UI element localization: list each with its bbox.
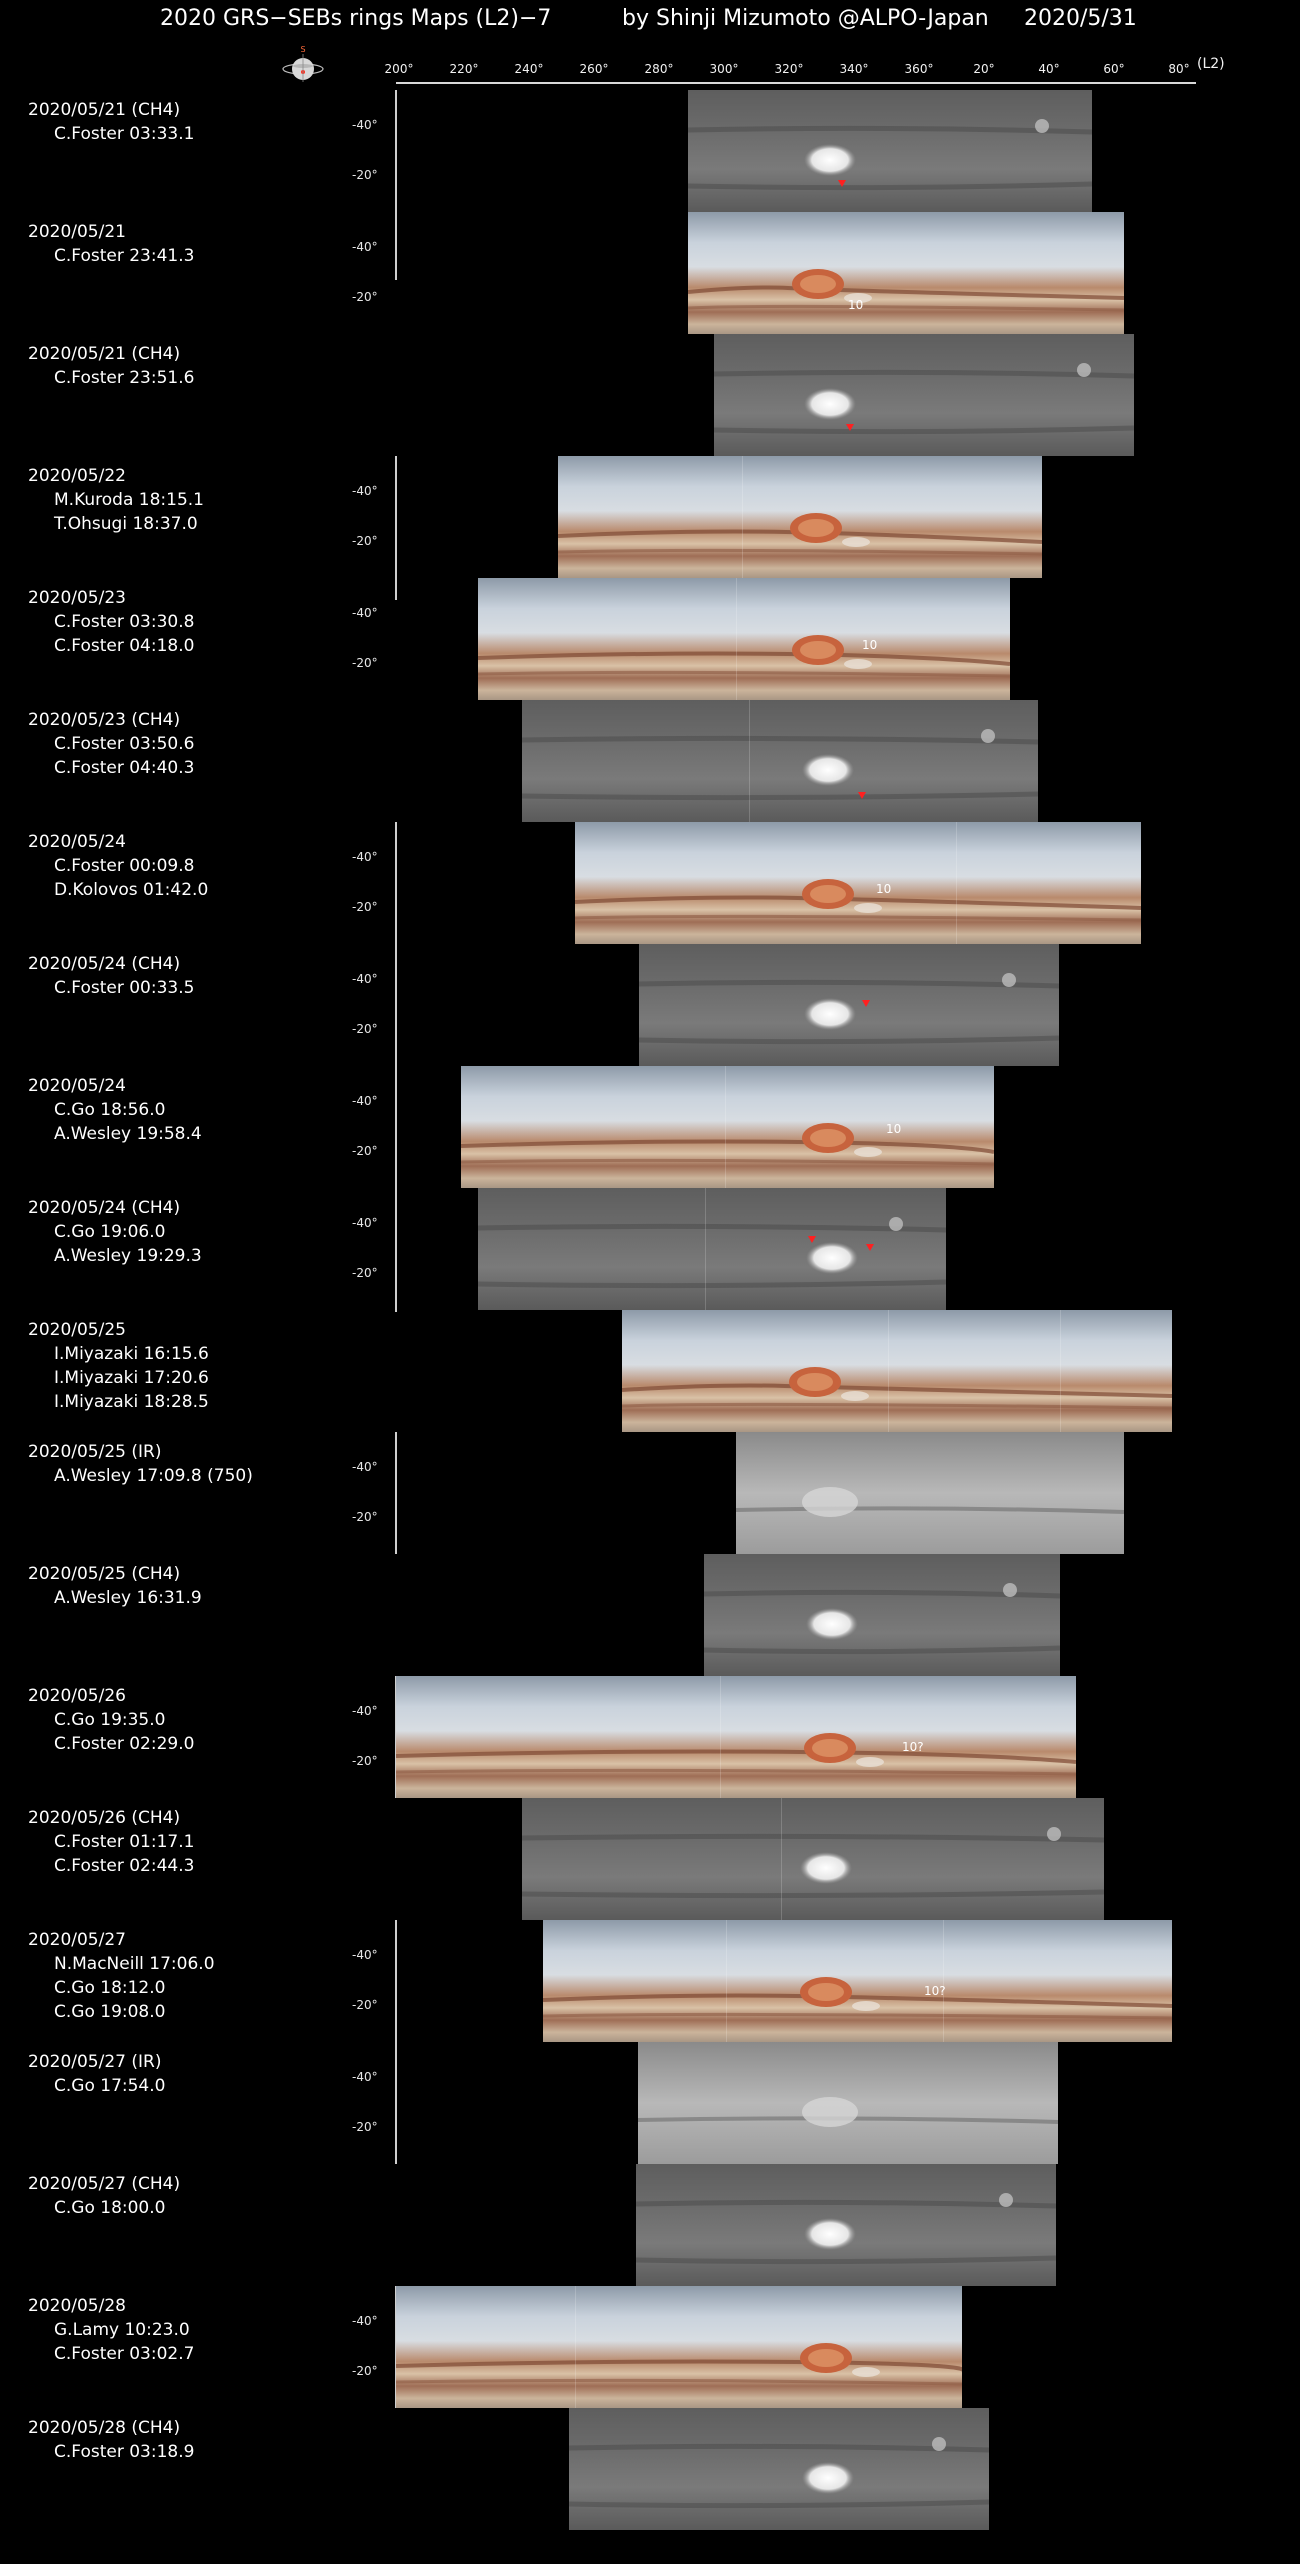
latitude-label: -40° <box>352 118 378 132</box>
observation-row <box>0 334 1300 456</box>
observation-row <box>0 1920 1300 2042</box>
mosaic-seam <box>888 1310 889 1432</box>
observer-entry: C.Foster 03:30.8 <box>54 612 195 632</box>
latitude-label: -20° <box>352 2364 378 2378</box>
observer-entry: C.Foster 03:33.1 <box>54 124 195 144</box>
longitude-tick: 60° <box>1103 62 1125 76</box>
latitude-label: -40° <box>352 484 378 498</box>
observation-label <box>28 1684 194 1756</box>
observation-row <box>0 1066 1300 1188</box>
ir-map-strip <box>736 1432 1124 1554</box>
red-marker-icon <box>858 792 866 799</box>
ch4-map-strip <box>639 944 1059 1066</box>
page-title: 2020 GRS−SEBs rings Maps (L2)−7 <box>160 6 552 31</box>
observation-date: 2020/05/24 <box>28 1076 126 1096</box>
latitude-label: -20° <box>352 290 378 304</box>
mosaic-seam <box>943 1920 944 2042</box>
observation-date: 2020/05/27 <box>28 1930 126 1950</box>
observation-label <box>28 1562 202 1610</box>
observation-date: 2020/05/24 (CH4) <box>28 1198 181 1218</box>
longitude-tick: 300° <box>709 62 739 76</box>
observation-row <box>0 822 1300 944</box>
observation-label <box>28 342 194 390</box>
mosaic-seam <box>1060 1310 1061 1432</box>
mosaic-seam <box>956 822 957 944</box>
color-map-strip <box>396 1676 1076 1798</box>
latitude-label: -40° <box>352 1704 378 1718</box>
mosaic-seam <box>749 700 750 822</box>
red-marker-icon <box>808 1236 816 1243</box>
latitude-label: -40° <box>352 1216 378 1230</box>
longitude-axis-line <box>396 82 1196 84</box>
mosaic-seam <box>575 2286 576 2408</box>
observer-entry: T.Ohsugi 18:37.0 <box>54 514 198 534</box>
observation-row <box>0 2408 1300 2530</box>
observation-label <box>28 464 204 536</box>
longitude-unit: (L2) <box>1197 56 1225 72</box>
feature-annotation: 10 <box>848 298 864 312</box>
color-map-strip <box>543 1920 1172 2042</box>
latitude-label: -40° <box>352 1948 378 1962</box>
ch4-map-strip <box>688 90 1092 212</box>
red-marker-icon <box>862 1000 870 1007</box>
observation-date: 2020/05/25 (CH4) <box>28 1564 181 1584</box>
color-map-strip <box>558 456 1042 578</box>
observation-date: 2020/05/27 (CH4) <box>28 2174 181 2194</box>
observer-entry: A.Wesley 17:09.8 (750) <box>54 1466 253 1486</box>
observation-row <box>0 1188 1300 1310</box>
observation-row <box>0 578 1300 700</box>
observer-entry: C.Foster 02:44.3 <box>54 1856 195 1876</box>
observation-date: 2020/05/21 (CH4) <box>28 100 181 120</box>
observation-row <box>0 1676 1300 1798</box>
observation-label <box>28 1806 194 1878</box>
longitude-tick: 260° <box>579 62 609 76</box>
observation-label <box>28 1318 209 1414</box>
ch4-map-strip <box>636 2164 1056 2286</box>
ch4-map-strip <box>569 2408 989 2530</box>
observation-label <box>28 1196 202 1268</box>
observer-entry: C.Foster 23:41.3 <box>54 246 195 266</box>
observer-entry: A.Wesley 19:29.3 <box>54 1246 202 1266</box>
latitude-label: -20° <box>352 168 378 182</box>
observation-label <box>28 2294 194 2366</box>
observer-entry: C.Go 18:12.0 <box>54 1978 166 1998</box>
observation-label <box>28 98 194 146</box>
observer-entry: M.Kuroda 18:15.1 <box>54 490 204 510</box>
longitude-tick: 320° <box>774 62 804 76</box>
observer-entry: C.Foster 03:18.9 <box>54 2442 195 2462</box>
observer-entry: C.Go 17:54.0 <box>54 2076 166 2096</box>
jupiter-orientation-icon <box>280 44 326 88</box>
feature-annotation: 10 <box>886 1122 902 1136</box>
observation-row <box>0 2042 1300 2164</box>
color-map-strip <box>478 578 1010 700</box>
mosaic-seam <box>742 456 743 578</box>
observer-entry: G.Lamy 10:23.0 <box>54 2320 190 2340</box>
latitude-label: -40° <box>352 1460 378 1474</box>
observation-label <box>28 1928 215 2024</box>
latitude-label: -20° <box>352 656 378 670</box>
observation-row <box>0 2286 1300 2408</box>
observer-entry: C.Foster 01:17.1 <box>54 1832 195 1852</box>
observer-entry: A.Wesley 16:31.9 <box>54 1588 202 1608</box>
observation-date: 2020/05/28 <box>28 2296 126 2316</box>
author-credit: by Shinji Mizumoto @ALPO-Japan <box>622 6 989 31</box>
observer-entry: C.Go 19:06.0 <box>54 1222 166 1242</box>
longitude-tick: 220° <box>449 62 479 76</box>
latitude-label: -40° <box>352 1094 378 1108</box>
observation-date: 2020/05/21 (CH4) <box>28 344 181 364</box>
latitude-label: -40° <box>352 606 378 620</box>
longitude-tick: 360° <box>904 62 934 76</box>
ir-map-strip <box>638 2042 1058 2164</box>
observation-label <box>28 1074 202 1146</box>
observer-entry: C.Go 19:35.0 <box>54 1710 166 1730</box>
longitude-tick: 80° <box>1168 62 1190 76</box>
svg-text:S: S <box>300 45 306 54</box>
longitude-tick: 240° <box>514 62 544 76</box>
latitude-label: -20° <box>352 1510 378 1524</box>
observer-entry: D.Kolovos 01:42.0 <box>54 880 209 900</box>
observation-label <box>28 2416 194 2464</box>
observation-date: 2020/05/25 (IR) <box>28 1442 162 1462</box>
observer-entry: C.Go 18:00.0 <box>54 2198 166 2218</box>
latitude-label: -40° <box>352 850 378 864</box>
latitude-label: -20° <box>352 900 378 914</box>
observation-row <box>0 1798 1300 1920</box>
observation-date: 2020/05/24 (CH4) <box>28 954 181 974</box>
observer-entry: C.Foster 03:02.7 <box>54 2344 195 2364</box>
observation-row <box>0 700 1300 822</box>
observation-date: 2020/05/25 <box>28 1320 126 1340</box>
observer-entry: I.Miyazaki 17:20.6 <box>54 1368 209 1388</box>
observation-date: 2020/05/26 (CH4) <box>28 1808 181 1828</box>
latitude-label: -20° <box>352 1266 378 1280</box>
observation-date: 2020/05/28 (CH4) <box>28 2418 181 2438</box>
feature-annotation: 10 <box>862 638 878 652</box>
mosaic-seam <box>720 1676 721 1798</box>
observation-label <box>28 1440 253 1488</box>
color-map-strip <box>688 212 1124 334</box>
observation-row <box>0 2164 1300 2286</box>
observation-label <box>28 586 194 658</box>
feature-annotation: 10 <box>876 882 892 896</box>
feature-annotation: 10? <box>902 1740 924 1754</box>
observer-entry: I.Miyazaki 16:15.6 <box>54 1344 209 1364</box>
observer-entry: I.Miyazaki 18:28.5 <box>54 1392 209 1412</box>
observation-label <box>28 220 194 268</box>
observer-entry: C.Foster 03:50.6 <box>54 734 195 754</box>
latitude-label: -40° <box>352 240 378 254</box>
observation-label <box>28 830 208 902</box>
observation-row <box>0 456 1300 578</box>
color-map-strip <box>575 822 1141 944</box>
observation-row <box>0 1310 1300 1432</box>
latitude-label: -40° <box>352 972 378 986</box>
map-date: 2020/5/31 <box>1024 6 1137 31</box>
observer-entry: C.Go 18:56.0 <box>54 1100 166 1120</box>
observer-entry: C.Foster 04:40.3 <box>54 758 195 778</box>
observation-row <box>0 90 1300 212</box>
observation-label <box>28 2172 180 2220</box>
ch4-map-strip <box>704 1554 1060 1676</box>
latitude-label: -20° <box>352 2120 378 2134</box>
observation-row <box>0 944 1300 1066</box>
color-map-strip <box>622 1310 1172 1432</box>
mosaic-seam <box>725 1066 726 1188</box>
color-map-strip <box>461 1066 994 1188</box>
latitude-label: -20° <box>352 1754 378 1768</box>
observer-entry: N.MacNeill 17:06.0 <box>54 1954 215 1974</box>
observer-entry: C.Foster 23:51.6 <box>54 368 195 388</box>
observer-entry: C.Foster 00:09.8 <box>54 856 195 876</box>
observation-label <box>28 952 194 1000</box>
feature-annotation: 10? <box>924 1984 946 1998</box>
observation-date: 2020/05/27 (IR) <box>28 2052 162 2072</box>
red-marker-icon <box>846 424 854 431</box>
mosaic-seam <box>705 1188 706 1310</box>
mosaic-seam <box>781 1798 782 1920</box>
mosaic-seam <box>726 1920 727 2042</box>
latitude-label: -40° <box>352 2314 378 2328</box>
latitude-label: -20° <box>352 1998 378 2012</box>
observation-date: 2020/05/26 <box>28 1686 126 1706</box>
observation-row <box>0 1432 1300 1554</box>
longitude-tick: 40° <box>1038 62 1060 76</box>
observation-date: 2020/05/24 <box>28 832 126 852</box>
observer-entry: C.Go 19:08.0 <box>54 2002 166 2022</box>
longitude-tick: 340° <box>839 62 869 76</box>
longitude-tick: 280° <box>644 62 674 76</box>
ch4-map-strip <box>522 1798 1104 1920</box>
red-marker-icon <box>838 180 846 187</box>
observer-entry: C.Foster 02:29.0 <box>54 1734 195 1754</box>
ch4-map-strip <box>714 334 1134 456</box>
latitude-label: -40° <box>352 2070 378 2084</box>
latitude-label: -20° <box>352 1144 378 1158</box>
ch4-map-strip <box>478 1188 946 1310</box>
latitude-label: -20° <box>352 534 378 548</box>
longitude-tick: 20° <box>973 62 995 76</box>
mosaic-seam <box>736 578 737 700</box>
longitude-scale <box>0 0 1300 100</box>
red-marker-icon <box>866 1244 874 1251</box>
latitude-label: -20° <box>352 1022 378 1036</box>
observer-entry: C.Foster 00:33.5 <box>54 978 195 998</box>
observer-entry: A.Wesley 19:58.4 <box>54 1124 202 1144</box>
observation-label <box>28 708 194 780</box>
observation-date: 2020/05/23 (CH4) <box>28 710 181 730</box>
observation-row <box>0 212 1300 334</box>
longitude-tick: 200° <box>384 62 414 76</box>
observation-date: 2020/05/21 <box>28 222 126 242</box>
ch4-map-strip <box>522 700 1038 822</box>
observation-label <box>28 2050 165 2098</box>
observer-entry: C.Foster 04:18.0 <box>54 636 195 656</box>
observation-date: 2020/05/23 <box>28 588 126 608</box>
observation-date: 2020/05/22 <box>28 466 126 486</box>
observation-row <box>0 1554 1300 1676</box>
color-map-strip <box>396 2286 962 2408</box>
